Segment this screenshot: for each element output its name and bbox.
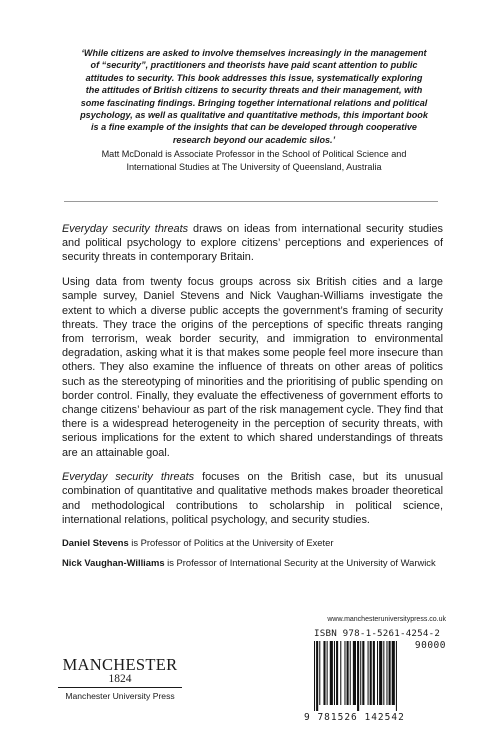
price-code: 90000 (414, 640, 446, 651)
author-bio: Daniel Stevens is Professor of Politics at the University of Exeter (62, 537, 334, 548)
isbn-text: ISBN 978-1-5261-4254-2 (314, 628, 441, 639)
logo-rule (58, 687, 182, 688)
endorsement-quote: ‘While citizens are asked to involve themselves increasingly in the management of “security”, practitioners and theorists have paid scant attention to public attitudes to security. This book addresses this issue, systematically exploring the attitudes of British citizens to security threats and their management, with some fascinating findings. Bringing together international relations and political psychology, as well as qualitative and quantitative methods, this important book is a fine example of the insights that can be developed through cooperative research beyond our academic silos.’ (80, 48, 428, 145)
book-title: Everyday security threats (62, 223, 189, 235)
endorsement-attribution: Matt McDonald is Associate Professor in the School of Political Science and International Studies at The University of Queensland, Australia (101, 149, 407, 172)
barcode-icon (314, 641, 448, 711)
logo-name: MANCHESTER (62, 655, 178, 674)
book-description (62, 222, 443, 538)
isbn-barcode (300, 628, 448, 724)
author-name: Nick Vaughan-Williams (62, 557, 165, 568)
logo-year: 1824 (108, 673, 132, 685)
publisher-logo (58, 656, 182, 701)
description-paragraph-3: Everyday security threats focuses on the British case, but its unusual combination of quantitative and qualitative methods makes broader theoretical and methodological contributions to scholarship in political science, international relations, political psychology, and security studies. (62, 471, 443, 526)
book-title: Everyday security threats (62, 471, 195, 484)
barcode-number: 9 781526 142542 (304, 712, 405, 723)
author-bio: Nick Vaughan-Williams is Professor of International Security at the University of Warwick (62, 557, 436, 568)
publisher-url: www.manchesteruniversitypress.co.uk (327, 616, 446, 623)
author-name: Daniel Stevens (62, 537, 129, 548)
logo-publisher-name: Manchester University Press (65, 691, 175, 701)
endorsement (78, 47, 430, 173)
divider (64, 201, 438, 202)
description-paragraph-2: Using data from twenty focus groups across six British cities and a large sample survey, Daniel Stevens and Nick Vaughan-Williams investigate the extent to which a diverse public accepts the government’s framing of security threats. They trace the origins of the perceptions of specific threats ranging from terrorism, weak border security, and immigration to environmental degradation, asking what it is that makes some people feel more insecure than others. They also examine the influence of threats on other areas of politics such as the stereotyping of minorities and the prioritising of public spending on border control. Finally, they evaluate the effectiveness of government efforts to change citizens’ behaviour as part of the risk management cycle. They find that there is a widespread heterogeneity in the perception of security threats, with serious implications for the extent to which shared understandings of threats are an attainable goal. (62, 276, 443, 459)
description-paragraph-1: Everyday security threats draws on ideas from international security studies and political psychology to explore citizens’ perceptions and experiences of security threats in contemporary Britain. (62, 223, 443, 264)
